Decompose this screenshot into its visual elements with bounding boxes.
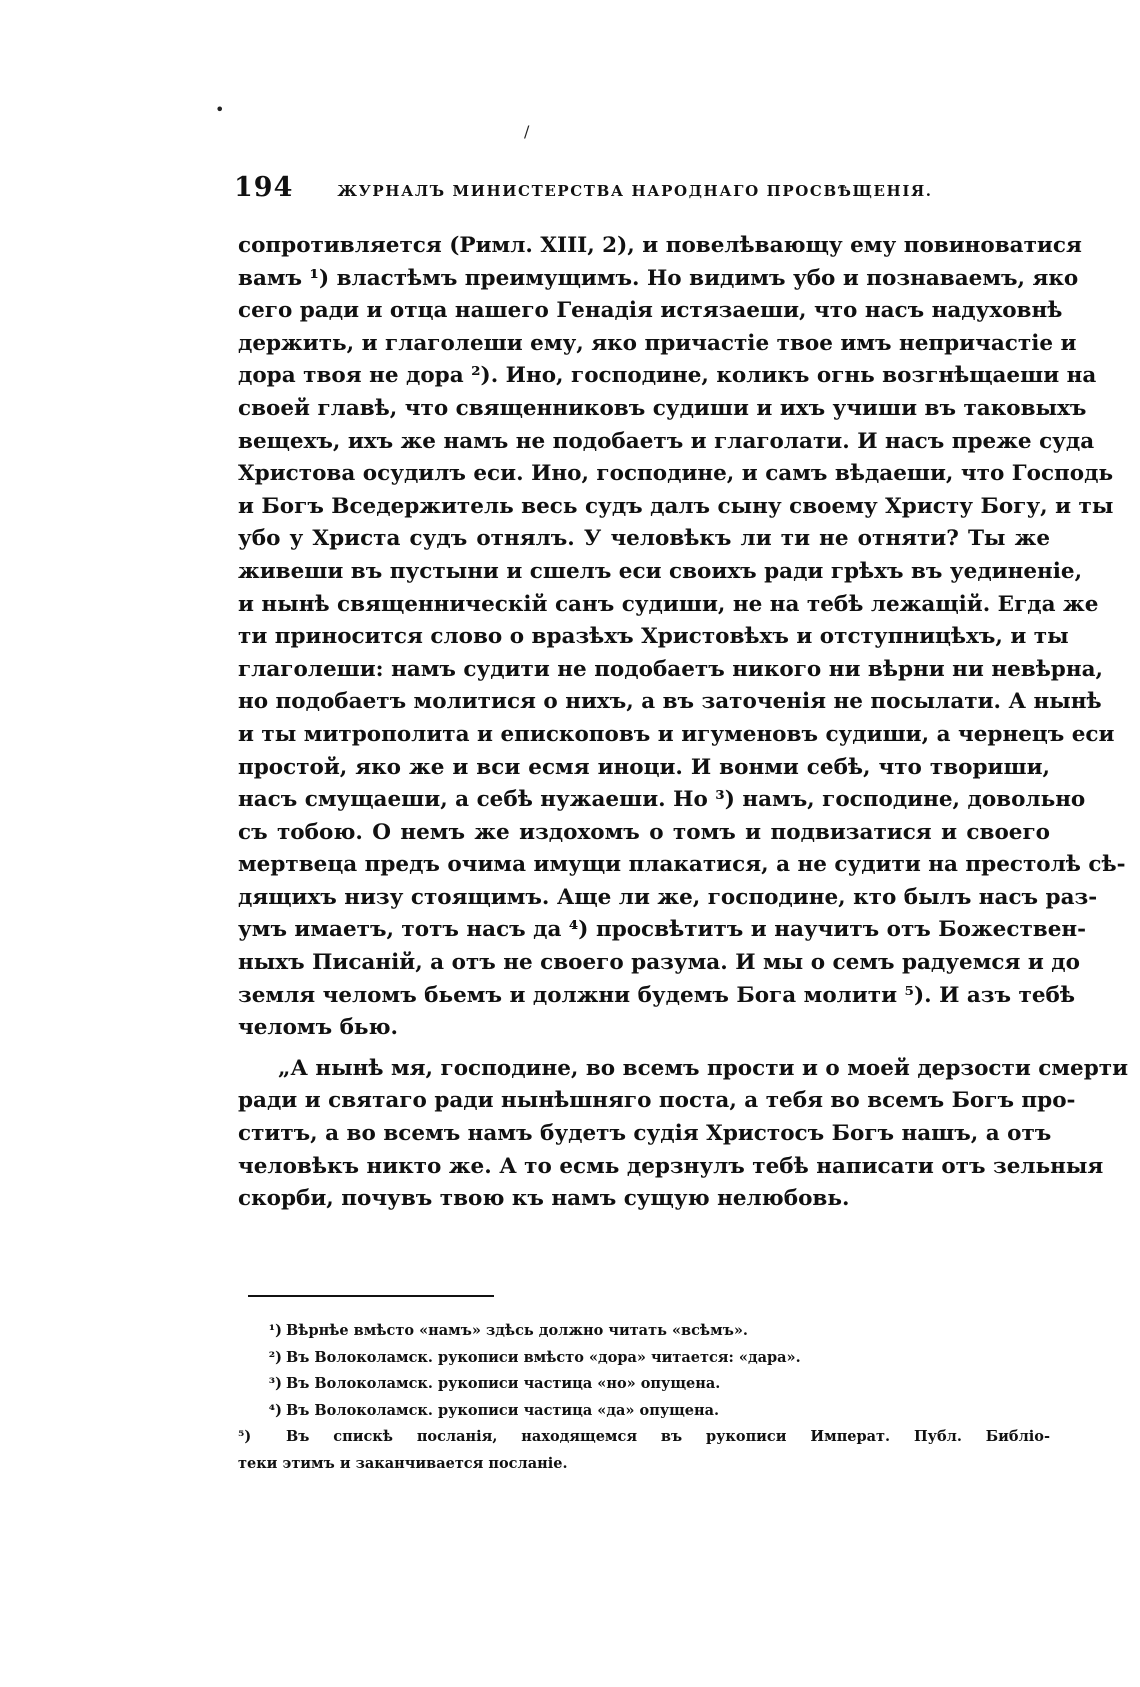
text-line: скорби, почувъ твою къ намъ сущую нелюбовь. <box>238 1186 850 1212</box>
text-line: живеши въ пустыни и сшелъ еси своихъ ради грѣхъ въ уединеніе, <box>238 558 1083 584</box>
footnote-mark: ¹) <box>268 1322 282 1339</box>
stray-mark: • <box>215 100 225 119</box>
footnote-mark: ⁴) <box>268 1401 282 1419</box>
main-text <box>238 230 1129 1216</box>
page-number: 194 <box>234 172 294 203</box>
text-line: насъ смущаеши, а себѣ нужаеши. Но ³) намъ, господине, довольно <box>238 787 1086 813</box>
footnote <box>238 1318 1050 1345</box>
text-line: умъ имаетъ, тотъ насъ да ⁴) просвѣтитъ и научитъ отъ Божествен- <box>238 917 1087 943</box>
footnote-mark: ²) <box>268 1348 282 1366</box>
footnote-text: Въ Волоколамск. рукописи частица «да» опущена. <box>286 1401 720 1419</box>
footnote-text: Въ Волоколамск. рукописи частица «но» опущена. <box>286 1375 721 1392</box>
text-line: сопротивляется (Римл. XIII, 2), и повелѣвающу ему повиноватися <box>238 233 1082 258</box>
text-line: „А нынѣ мя, господине, во всемъ прости и о моей дерзости смерти <box>278 1055 1129 1081</box>
paragraph-2 <box>238 1053 1129 1216</box>
text-line: мертвеца предъ очима имущи плакатися, а не судити на престолѣ сѣ- <box>238 852 1126 878</box>
text-line: глаголеши: намъ судити не подобаетъ никого ни вѣрни ни невѣрна, <box>238 656 1103 682</box>
text-line: дящихъ низу стоящимъ. Аще ли же, господине, кто былъ насъ раз- <box>238 884 1098 910</box>
text-line: но подобаетъ молитися о нихъ, а въ заточенія не посылати. А нынѣ <box>238 689 1102 715</box>
text-line: Христова осудилъ еси. Ино, господине, и самъ вѣдаеши, что Господь <box>238 461 1114 487</box>
footnote-text: Вѣрнѣе вмѣсто «намъ» здѣсь должно читать «всѣмъ». <box>286 1322 748 1339</box>
text-line: ти приносится слово о вразѣхъ Христовѣхъ и отступницѣхъ, и ты <box>238 624 1069 650</box>
text-line: ныхъ Писаній, а отъ не своего разума. И мы о семъ радуемся и до <box>238 950 1080 976</box>
paragraph-1 <box>238 230 1126 1045</box>
footnote-mark: ⁵) <box>238 1428 252 1445</box>
text-line: и Богъ Вседержитель весь судъ далъ сыну своему Христу Богу, и ты <box>238 493 1114 519</box>
page-header <box>234 172 1054 203</box>
text-line: дора твоя не дора ²). Ино, господине, коликъ огнь возгнѣщаеши на <box>238 363 1097 389</box>
text-line: ститъ, а во всемъ намъ будетъ судія Христосъ Богъ нашъ, а отъ <box>238 1121 1052 1147</box>
text-line: вамъ ¹) властѣмъ преимущимъ. Но видимъ убо и познаваемъ, яко <box>238 265 1079 291</box>
text-line: челомъ бью. <box>238 1015 399 1041</box>
footnote-text: Въ спискѣ посланія, находящемся въ рукописи Императ. Публ. Библіо- <box>286 1428 1050 1445</box>
footnotes <box>238 1318 1050 1477</box>
text-line: сего ради и отца нашего Генадія истязаеши, что насъ надуховнѣ <box>238 298 1063 324</box>
footnote <box>238 1424 1050 1451</box>
footnote-continuation: теки этимъ и заканчивается посланіе. <box>238 1454 568 1472</box>
text-line: держить, и глаголеши ему, яко причастіе твое имъ непричастіе и <box>238 330 1077 356</box>
text-line: своей главѣ, что священниковъ судиши и ихъ учиши въ таковыхъ <box>238 395 1087 421</box>
stray-mark: / <box>524 122 530 141</box>
text-line: человѣкъ никто же. А то есмь дерзнулъ тебѣ написати отъ зельныя <box>238 1153 1104 1179</box>
text-line: ради и святаго ради нынѣшняго поста, а тебя во всемъ Богъ про- <box>238 1088 1076 1114</box>
footnote-mark: ³) <box>268 1375 282 1392</box>
text-line: убо у Христа судъ отнялъ. У человѣкъ ли ти не отняти? Ты же <box>238 526 1050 552</box>
text-line: земля челомъ бьемъ и должни будемъ Бога молити ⁵). И азъ тебѣ <box>238 982 1075 1008</box>
footnote <box>238 1398 1050 1425</box>
text-line: съ тобою. О немъ же издохомъ о томъ и подвизатися и своего <box>238 819 1050 845</box>
text-line: и нынѣ священническій санъ судиши, не на тебѣ лежащій. Егда же <box>238 591 1099 617</box>
footnote <box>238 1345 1050 1372</box>
footnote-text: Въ Волоколамск. рукописи вмѣсто «дора» читается: «дара». <box>286 1348 801 1366</box>
footnote <box>238 1371 1050 1398</box>
text-line: вещехъ, ихъ же намъ не подобаетъ и глаголати. И насъ преже суда <box>238 428 1095 454</box>
footnote-rule <box>248 1295 494 1297</box>
running-title: ЖУРНАЛЪ МИНИСТЕРСТВА НАРОДНАГО ПРОСВѢЩЕНІЯ. <box>337 182 933 200</box>
text-line: и ты митрополита и епископовъ и игуменовъ судиши, а чернецъ еси <box>238 721 1115 747</box>
text-line: простой, яко же и вси есмя иноци. И вонми себѣ, что твориши, <box>238 754 1050 780</box>
